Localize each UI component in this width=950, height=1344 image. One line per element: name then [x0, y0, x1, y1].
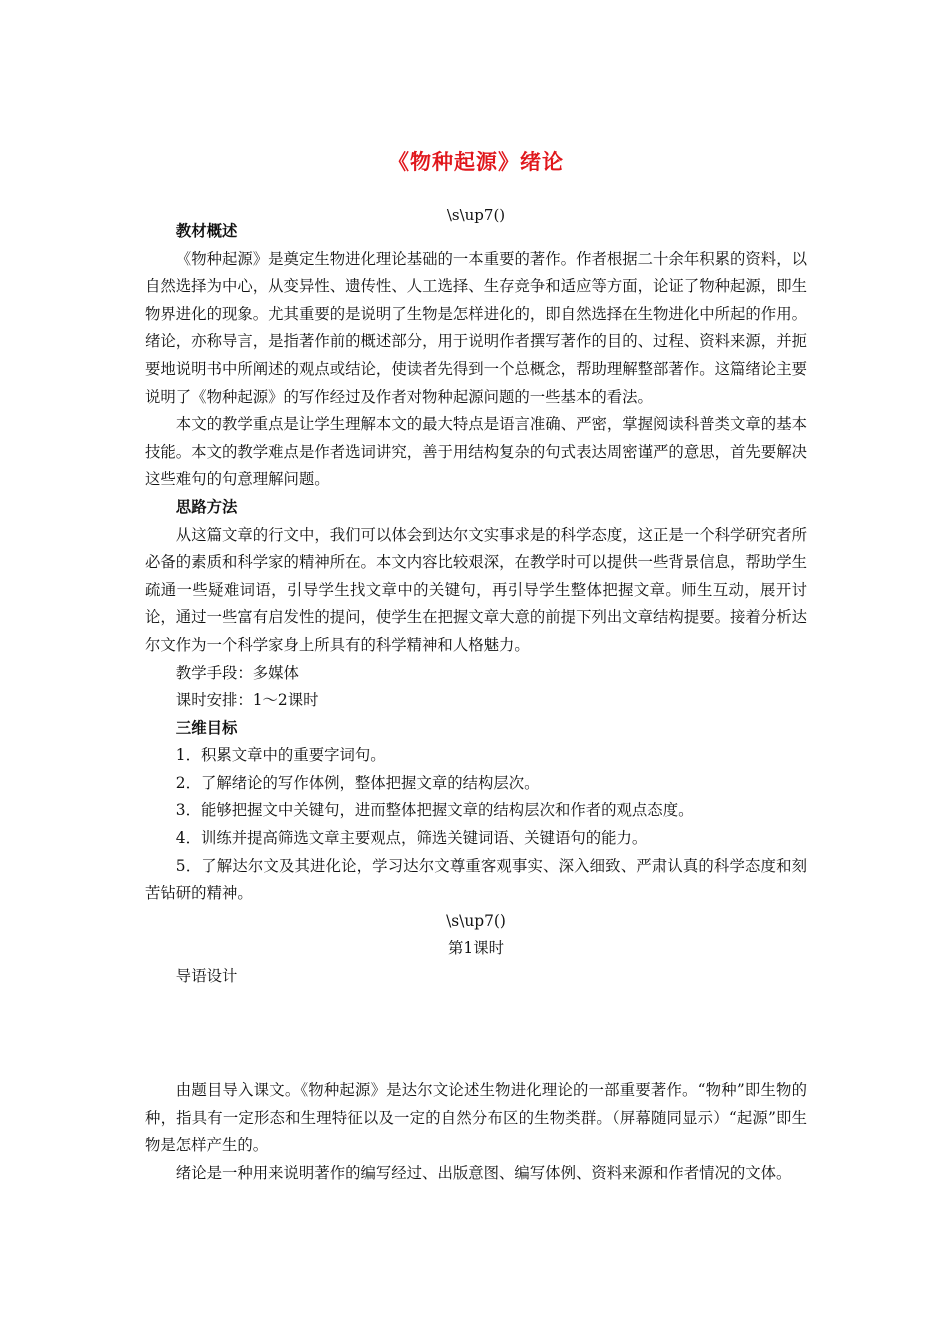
goal-item: 5．了解达尔文及其进化论，学习达尔文尊重客观事实、深入细致、严肃认真的科学态度和刻苦钻研的精神。 — [145, 856, 807, 903]
lesson-label: 第1课时 — [448, 939, 504, 958]
heading-method: 思路方法 — [175, 497, 238, 516]
teaching-means: 教学手段：多媒体 — [175, 663, 299, 682]
intro-paragraph-1: 由题目导入课文。《物种起源》是达尔文论述生物进化理论的一部重要著作。“物种”即生物的种，指具有一定形态和生理特征以及一定的自然分布区的生物类群。（屏幕随同显示）“起源”即生物是怎样产生的。 — [145, 1081, 807, 1155]
goal-item: 2．了解绪论的写作体例，整体把握文章的结构层次。 — [175, 773, 540, 792]
class-schedule: 课时安排：1～2课时 — [175, 691, 319, 710]
document-title: 《物种起源》绪论 — [388, 150, 564, 174]
overview-paragraph-2: 本文的教学重点是让学生理解本文的最大特点是语言准确、严密，掌握阅读科普类文章的基本技能。本文的教学难点是作者选词讲究，善于用结构复杂的句式表达周密谨严的意思，首先要解决这些难句的句意理解问题。 — [145, 415, 807, 489]
field-code-marker: \s\up7() — [446, 911, 506, 930]
body-section-1 — [145, 218, 807, 991]
intro-paragraph-2: 绪论是一种用来说明著作的编写经过、出版意图、编写体例、资料来源和作者情况的文体。 — [175, 1163, 792, 1182]
intro-heading: 导语设计 — [175, 967, 238, 986]
heading-goals: 三维目标 — [175, 718, 238, 737]
overview-paragraph-1: 《物种起源》是奠定生物进化理论基础的一本重要的著作。作者根据二十余年积累的资料，以自然选择为中心，从变异性、遗传性、人工选择、生存竞争和适应等方面，论证了物种起源，即生物界进化的现象。尤其重要的是说明了生物是怎样进化的，即自然选择在生物进化中所起的作用。绪论，亦称导言，是指著作前的概述部分，用于说明作者撰写著作的目的、过程、资料来源，并扼要地说明书中所阐述的观点或结论，使读者先得到一个总概念，帮助理解整部著作。这篇绪论主要说明了《物种起源》的写作经过及作者对物种起源问题的一些基本的看法。 — [145, 249, 807, 406]
method-paragraph: 从这篇文章的行文中，我们可以体会到达尔文实事求是的科学态度，这正是一个科学研究者所必备的素质和科学家的精神所在。本文内容比较艰深，在教学时可以提供一些背景信息，帮助学生疏通一些疑难词语，引导学生找文章中的关键句，再引导学生整体把握文章。师生互动，展开讨论，通过一些富有启发性的提问，使学生在把握文章大意的前提下列出文章结构提要。接着分析达尔文作为一个科学家身上所具有的科学精神和人格魅力。 — [145, 525, 807, 654]
field-code-marker: \s\up7() — [446, 206, 506, 224]
body-section-2 — [145, 1077, 807, 1187]
goal-item: 1．积累文章中的重要字词句。 — [175, 746, 386, 765]
heading-overview: 教材概述 — [175, 222, 238, 240]
goal-item: 4．训练并提高筛选文章主要观点，筛选关键词语、关键语句的能力。 — [175, 829, 648, 848]
goal-item: 3．能够把握文中关键句，进而整体把握文章的结构层次和作者的观点态度。 — [175, 801, 694, 820]
